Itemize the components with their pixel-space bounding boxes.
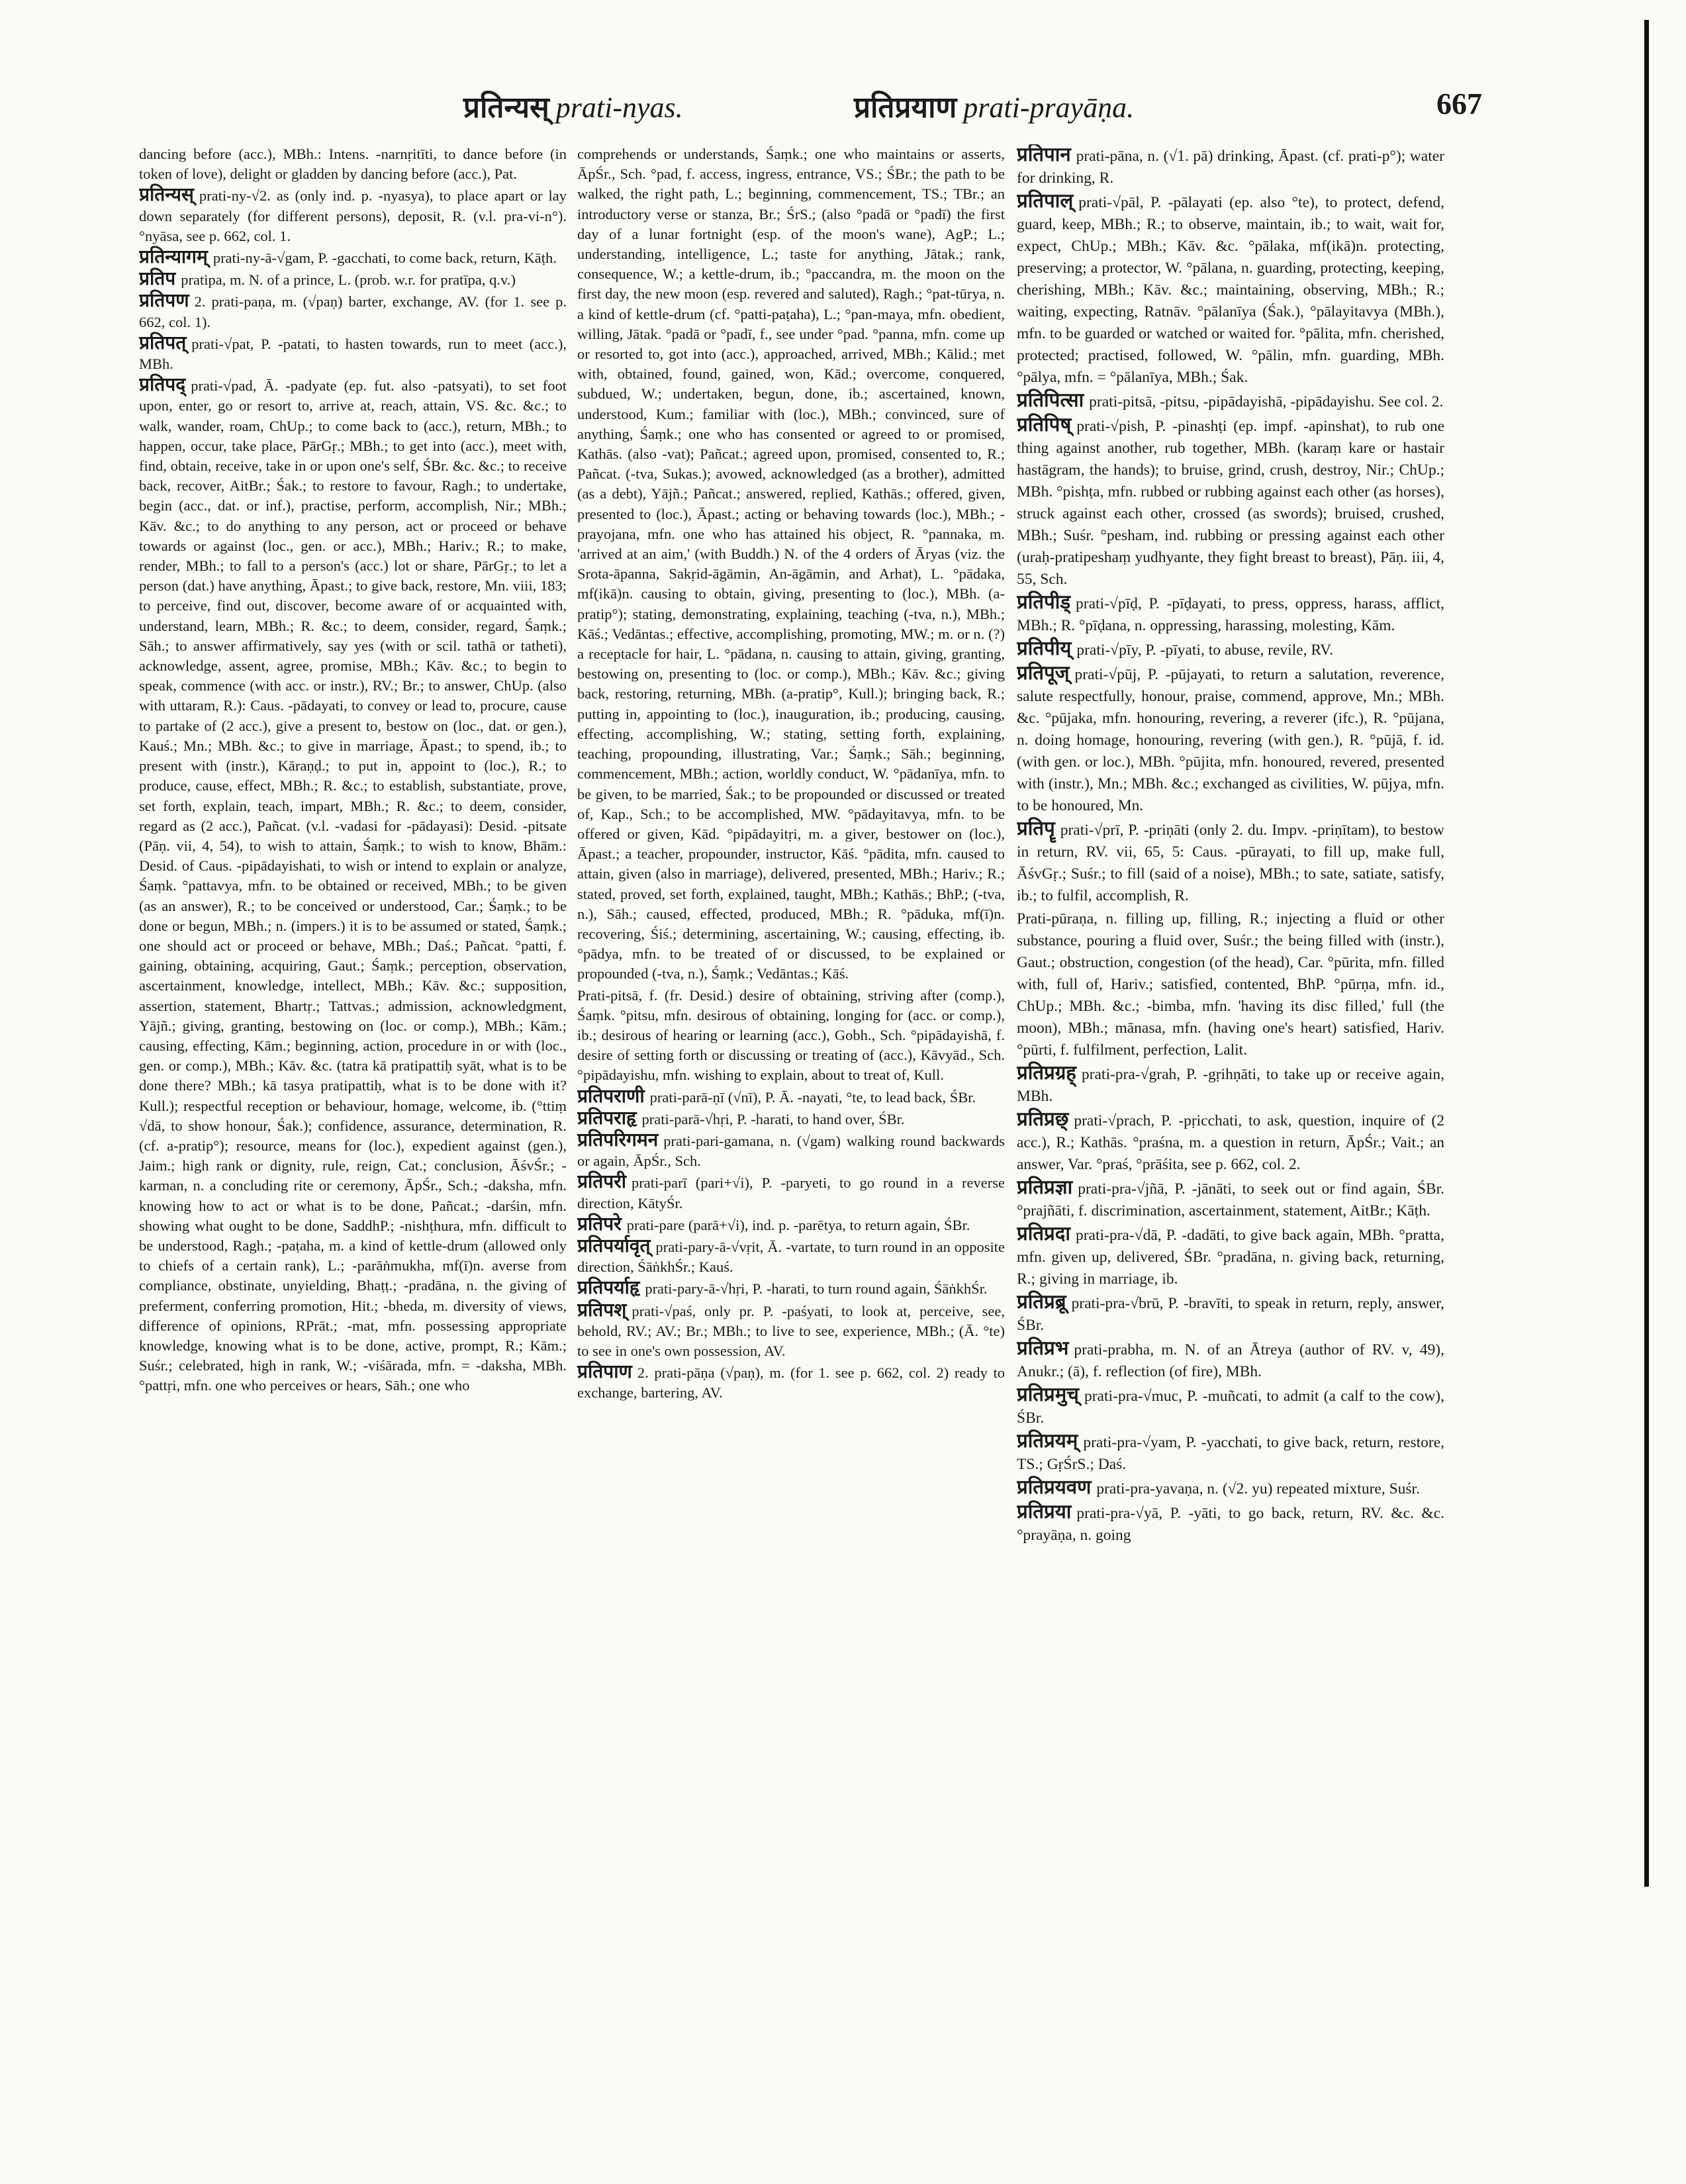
entry-text: prati-pra-√jñā, P. -jānāti, to seek out or find again, ŚBr. °prajñāti, f. discrimination, ascertainment, statement, AitBr.; Kāṭh.	[1017, 1180, 1444, 1219]
dictionary-entry	[1017, 638, 1444, 661]
entry-text: prati-pari-gamana, n. (√gam) walking round backwards or again, ĀpŚr., Sch.	[577, 1132, 1005, 1170]
entry-headword: प्रतिपॄ	[1017, 818, 1055, 839]
entry-headword: प्रतिप्रब्रू	[1017, 1292, 1066, 1313]
entry-text: prati-√pish, P. -pinashṭi (ep. impf. -apinshat), to rub one thing against another, rub together, MBh. (karaṃ kare or hastair hastāgram, the hands); to bruise, grind, crush, destroy, Nir.; ChUp.; MBh. °pishṭa, mfn. rubbed or rubbing against each other (as horses), struck against each other, crossed (as swords); bruised, crushed, MBh.; Suśr. °pesham, ind. rubbing or pressing against each other (uraḥ-pratipeshaṃ yudhyante, they fight breast to breast), Pāṇ. iii, 4, 55, Sch.	[1017, 418, 1444, 588]
entry-text: prati-pary-ā-√hṛi, P. -harati, to turn round again, ŚāṅkhŚr.	[645, 1280, 988, 1298]
dictionary-entry	[1017, 592, 1444, 637]
entry-text: prati-√paś, only pr. P. -paśyati, to look at, perceive, see, behold, RV.; AV.; Br.; MBh.; to live to see, experience, MBh.; (Ā. °te) to see in one's own possession, AV.	[577, 1302, 1005, 1359]
entry-text: prati-ny-√2. as (only ind. p. -nyasya), to place apart or lay down separately (for different persons), deposit, R. (v.l. pra-vi-n°). °nyāsa, see p. 662, col. 1.	[139, 187, 567, 244]
entry-headword: प्रतिन्यस्	[139, 185, 194, 206]
entry-headword: प्रतिपाल्	[1017, 191, 1074, 212]
entry-text: 2. prati-paṇa, m. (√paṇ) barter, exchange, AV. (for 1. see p. 662, col. 1).	[139, 293, 567, 330]
entry-headword: प्रतिपीय्	[1017, 638, 1072, 659]
entry-headword: प्रतिप्रग्रह्	[1017, 1063, 1076, 1084]
entry-headword: प्रतिपरिगमन	[577, 1129, 659, 1151]
entry-text: prati-√pad, Ā. -padyate (ep. fut. also -patsyati), to set foot upon, enter, go or resort to, arrive at, reach, attain, VS. &c. &c.; to walk, wander, roam, ChUp.; to come back to (acc.), return, MBh.; to happen, occur, take place, PārGṛ.; MBh.; to get into (acc.), meet with, find, obtain, receive, take in or upon one's self, ŚBr. &c. &c.; to receive back, recover, AitBr.; Śak.; to restore to favour, Ragh.; to undertake, begin (acc., dat. or inf.), practise, perform, accomplish, Nir.; MBh.; Kāv. &c.; to do anything to any person, act or proceed or behave towards or against (loc., gen. or acc.), MBh.; Hariv.; R.; to make, render, MBh.; to fall to a person's (acc.) lot or share, PārGṛ.; to let a person (dat.) have anything, Āpast.; to give back, restore, Mn. viii, 183; to perceive, find out, discover, become aware of or acquainted with, understand, learn, MBh.; R. &c.; to deem, consider, regard, Śaṃk.; Sāh.; to answer affirmatively, say yes (with or scil. tathā or tatheti), acknowledge, assent, agree, promise, MBh.; Kāv. &c.; to begin to speak, commence (with acc. or instr.), RV.; Br.; to answer, ChUp. (also with uttaram, R.): Caus. -pādayati, to convey or lead to, procure, cause to partake of (2 acc.), give a present to, bestow on (loc., dat. or gen.), Kauś.; Mn.; MBh. &c.; to give in marriage, Āpast.; to spend, ib.; to present with (instr.), Kāraṇḍ.; to put in, appoint to (loc.), R.; to produce, cause, effect, MBh.; R. &c.; to establish, substantiate, prove, set forth, explain, teach, impart, MBh.; R. &c.; to deem, consider, regard as (2 acc.), Pañcat. (v.l. -vadasi for -pādayasi): Desid. -pitsate (Pāṇ. vii, 4, 54), to wish to attain, Śaṃk.; to wish to know, Bhām.: Desid. of Caus. -pipādayishati, to wish or intend to explain or analyze, Śaṃk. °pattavya, mfn. to be obtained or received, MBh.; to be given (as an answer), R.; to be conceived or understood, Car.; Śaṃk.; to be done or begun, MBh.; n. (impers.) it is to be assumed or stated, Śaṃk.; one should act or proceed or behave, MBh.; Daś.; Pañcat. °patti, f. gaining, obtaining, acquiring, Gaut.; Śaṃk.; perception, observation, ascertainment, knowledge, intellect, MBh.; Kāv. &c.; supposition, assertion, statement, Bhartṛ.; Tattvas.; admission, acknowledgment, Yājñ.; giving, granting, bestowing on (loc. or comp.), MBh.; Kām.; causing, effecting, Kām.; beginning, action, procedure in or with (loc., gen. or comp.), MBh.; Kāv. &c. (tatra kā pratipattiḥ syāt, what is to be done there? MBh.; kā tasya pratipattiḥ, what is to be done with it? Kull.); respectful reception or behaviour, homage, welcome, ib. (°ttiṃ √dā, to show honour, Śak.); confidence, assurance, determination, R. (cf. a-pratip°); resource, means for (loc.), expedient against (gen.), Jaim.; high rank or dignity, rule, reign, Cat.; conclusion, ĀśvŚr.; -karman, n. a concluding rite or ceremony, ĀpŚr., Sch.; -daksha, mfn. knowing how to act or what is to be done, Pañcat.; -darśin, mfn. showing what ought to be done, SaddhP.; -nishṭhura, mfn. difficult to be understood, Ragh.; -paṭaha, m. a kind of kettle-drum (allowed only to chiefs of a certain rank), L.; -parāṅmukha, mf(ī)n. averse from compliance, obstinate, unyielding, Bhaṭṭ.; -pradāna, n. the giving of preferment, conferring promotion, Hit.; -bheda, m. diversity of views, difference of opinions, RPrāt.; -mat, mfn. possessing appropriate knowledge, knowing what is to be done, active, prompt, R.; Kām.; Suśr.; celebrated, high in rank, W.; -viśārada, mfn. = -daksha, MBh. °pattṛi, mfn. one who perceives or hears, Sāh.; one who	[139, 377, 567, 1394]
entry-headword: प्रतिपीड्	[1017, 592, 1071, 613]
entry-headword: प्रतिपद्	[139, 375, 186, 396]
entry-text: comprehends or understands, Śaṃk.; one who maintains or asserts, ĀpŚr., Sch. °pad, f. access, ingress, entrance, VS.; ŚBr.; the path to be walked, the right path, L.; beginning, commencement, TS.; TBr.; an introductory verse or stanza, Br.; ŚrS.; (also °padā or °padī) the first day of a lunar fortnight (esp. of the moon's wane), AgP.; L.; understanding, intelligence, L.; taste for anything, Jātak.; rank, consequence, W.; a kettle-drum, ib.; °paccandra, m. the moon on the first day, the new moon (esp. revered and saluted), Ragh.; °pat-tūrya, n. a kind of kettle-drum (cf. °patti-paṭaha), L.; °pan-maya, mfn. obedient, willing, Jātak. °padā or °padī, f., see under °pad. °panna, mfn. come up or resorted to, got into (acc.), approached, arrived, MBh.; Kālid.; met with, obtained, found, gained, won, Kād.; overcome, conquered, subdued, W.; undertaken, begun, done, ib.; ascertained, known, understood, Kum.; familiar with (loc.), MBh.; convinced, sure of anything, Śaṃk.; one who has consented or agreed to or promised, Kathās. (also -vat); Pañcat.; agreed upon, promised, consented to, R.; Pañcat. (-tva, Sukas.); avowed, acknowledged (as a brother), admitted (as a debt), Yājñ.; Pañcat.; answered, replied, Kathās.; offered, given, presented to (loc.), Āpast.; acting or behaving towards (loc.), MBh.; -prayojana, mfn. one who has attained his object, R. °pannaka, m. 'arrived at an aim,' (with Buddh.) N. of the 4 orders of Āryas (viz. the Srota-āpanna, Sakṛid-āgāmin, An-āgāmin, and Arhat), L. °pādaka, mf(ikā)n. causing to obtain, giving, presenting to (loc.), MBh. (a-pratip°); stating, demonstrating, explaining, teaching (-tva, n.), MBh.; Kāś.; Vedāntas.; effective, accomplishing, promoting, MW.; m. or n. (?) a receptacle for hair, L. °pādana, n. causing to attain, giving, granting, bestowing on, presenting to (loc. or comp.), MBh.; Kāv. &c.; giving back, restoring, returning, MBh. (a-pratip°, Kull.); bringing back, R.; putting in, appointing to (loc.), inauguration, ib.; producing, causing, effecting, accomplishing, W.; stating, setting forth, explaining, teaching, propounding, illustrating, Var.; Śaṃk.; Sāh.; beginning, commencement, MBh.; action, worldly conduct, W. °pādanīya, mfn. to be given, to be married, Śak.; to be propounded or discussed or treated of, Kap., Sch.; to be accomplished, MW. °pādayitavya, mfn. to be offered or given, Kād. °pipādayitṛi, m. a giver, bestower on (loc.), Āpast.; a teacher, propounder, instructor, Kāś. °pādita, mfn. caused to attain, given (also in marriage), delivered, presented, MBh.; Hariv.; R.; stated, proved, set forth, explained, taught, MBh.; Kathās.; BhP.; (-tva, n.), Sāh.; caused, effected, produced, MBh.; R. °pāduka, mf(ī)n. recovering, Śiś.; determining, ascertaining, W.; causing, effecting, ib. °pādya, mfn. to be treated of or discussed, to be explained or propounded (-tva, n.), Śaṃk.; Vedāntas.; Kāś.	[577, 146, 1005, 982]
entry-headword: प्रतिपित्सा	[1017, 390, 1084, 411]
entry-headword: प्रतिपराहृ	[577, 1108, 637, 1129]
header-left-devanagari: प्रतिन्यस्	[463, 91, 549, 124]
entry-headword: प्रतिपश्	[577, 1300, 627, 1321]
dictionary-entry	[1017, 1431, 1444, 1476]
entry-text: prati-pra-√dā, P. -dadāti, to give back again, MBh. °pratta, mfn. given up, delivered, ŚBr. °pradāna, n. giving back, returning, R.; giving in marriage, ib.	[1017, 1227, 1444, 1288]
entry-headword: प्रतिप्रदा	[1017, 1223, 1070, 1245]
dictionary-entry	[577, 1301, 1005, 1362]
page-header	[139, 86, 1595, 139]
entry-headword: प्रतिपूज्	[1017, 663, 1070, 684]
entry-text: Prati-pitsā, f. (fr. Desid.) desire of obtaining, striving after (comp.), Śaṃk. °pitsu, mfn. desirous of obtaining, longing for (acc. or comp.), ib.; desirous of hearing or learning (acc.), Gobh., Sch. °pipādayishā, f. desire of setting forth or discussing or treating of (acc.), Kāvyād., Sch. °pipādayishu, mfn. wishing to explain, about to treat of, Kull.	[577, 986, 1005, 1084]
dictionary-entry	[1017, 818, 1444, 907]
entry-text: prati-√pīy, P. -pīyati, to abuse, revile, RV.	[1076, 641, 1333, 659]
entry-headword: प्रतिप	[139, 269, 176, 290]
entry-text: prati-√pat, P. -patati, to hasten towards, run to meet (acc.), MBh.	[139, 335, 567, 373]
entry-text: Prati-pūraṇa, n. filling up, filling, R.; injecting a fluid or other substance, pouring a fluid over, Suśr.; the being filled with (instr.), Gaut.; obstruction, congestion (of the head), Car. °pūrita, mfn. filled with, full of, Hariv.; satisfied, contented, BhP. °pūrṇa, mfn. id., ChUp.; MBh. &c.; -bimba, mfn. 'having its disc filled,' full (the moon), MBh.; mānasa, mfn. (having one's heart) satisfied, Hariv. °pūrti, f. fulfilment, perfection, Lalit.	[1017, 910, 1444, 1059]
header-left-transliteration: prati-nyas.	[555, 91, 683, 124]
entry-text: pratipa, m. N. of a prince, L. (prob. w.r. for pratīpa, q.v.)	[181, 271, 516, 289]
dictionary-entry	[1017, 414, 1444, 591]
entry-text: prati-√prī, P. -priṇāti (only 2. du. Impv. -priṇītam), to bestow in return, RV. vii, 65, 5: Caus. -pūrayati, to fill up, make full, ĀśvGṛ.; Suśr.; to fill (said of a noise), MBh.; to sate, satiate, satisfy, ib.; to fulfil, accomplish, R.	[1017, 822, 1444, 904]
dictionary-entry	[139, 248, 567, 268]
entry-text: prati-pra-√brū, P. -bravīti, to speak in return, reply, answer, ŚBr.	[1017, 1295, 1444, 1334]
dictionary-entry	[1017, 663, 1444, 817]
entry-headword: प्रतिपर्यावृत्	[577, 1235, 651, 1257]
entry-text: prati-parā-√hṛi, P. -harati, to hand over, ŚBr.	[641, 1110, 905, 1127]
entry-headword: प्रतिप्रज्ञा	[1017, 1177, 1073, 1198]
header-right-headword	[854, 86, 1134, 126]
dictionary-entry	[577, 986, 1005, 1086]
entry-headword: प्रतिपरी	[577, 1172, 627, 1193]
dictionary-entry	[577, 1131, 1005, 1171]
entry-headword: प्रतिपरे	[577, 1213, 622, 1235]
entry-text: prati-pra-√muc, P. -muñcati, to admit (a calf to the cow), ŚBr.	[1017, 1388, 1444, 1427]
header-left-headword	[463, 86, 683, 126]
entry-text: prati-pāna, n. (√1. pā) drinking, Āpast. (cf. prati-p°); water for drinking, R.	[1017, 148, 1444, 187]
entry-headword: प्रतिप्रयवण	[1017, 1477, 1092, 1498]
dictionary-entry	[1017, 1223, 1444, 1290]
entry-text: prati-pitsā, -pitsu, -pipādayishā, -pipādayishu. See col. 2.	[1089, 393, 1444, 410]
entry-text: prati-pra-yavaṇa, n. (√2. yu) repeated mixture, Suśr.	[1096, 1480, 1420, 1497]
entry-text: dancing before (acc.), MBh.: Intens. -narnṛitīti, to dance before (in token of love), delight or gladden by dancing before (acc.), Pat.	[139, 146, 567, 183]
dictionary-entry	[1017, 908, 1444, 1061]
header-right-transliteration: prati-prayāṇa.	[963, 91, 1135, 124]
entry-text: prati-√pūj, P. -pūjayati, to return a salutation, reverence, salute respectfully, honour, praise, commend, approve, Mn.; MBh. &c. °pūjaka, mfn. honouring, revering, a reverer (ifc.), R. °pūjana, n. doing homage, honouring, revering (with gen.), R. °pūjā, f. id. (with gen. or loc.), MBh. °pūjita, mfn. honoured, revered, presented with (instr.), Mn.; MBh. &c.; exchanged as civilities, W. pūjya, mfn. to be honoured, Mn.	[1017, 666, 1444, 814]
dictionary-entry	[1017, 1063, 1444, 1108]
entry-text: prati-parā-ṇī (√nī), P. Ā. -nayati, °te, to lead back, ŚBr.	[649, 1088, 976, 1106]
entry-headword: प्रतिप्रमुच्	[1017, 1384, 1079, 1405]
entry-headword: प्रतिपराणी	[577, 1086, 645, 1107]
dictionary-entry	[577, 1215, 1005, 1235]
dictionary-entry	[139, 185, 567, 246]
page-number: 667	[1436, 87, 1482, 120]
entry-headword: प्रतिपाण	[577, 1362, 632, 1383]
dictionary-entry	[139, 375, 567, 1396]
entry-text: prati-pary-ā-√vṛit, Ā. -vartate, to turn round in an opposite direction, ŚāṅkhŚr.; Kauś.	[577, 1238, 1005, 1276]
entry-text: prati-parī (pari+√i), P. -paryeti, to go round in a reverse direction, KātyŚr.	[577, 1174, 1005, 1211]
dictionary-entry	[1017, 1292, 1444, 1337]
entry-headword: प्रतिपर्याहृ	[577, 1278, 640, 1299]
dictionary-entry	[139, 144, 567, 184]
dictionary-entry	[139, 269, 567, 290]
dictionary-entry	[577, 1237, 1005, 1277]
entry-text: 2. prati-pāṇa (√paṇ), m. (for 1. see p. 662, col. 2) ready to exchange, bartering, AV.	[577, 1364, 1005, 1401]
entry-headword: प्रतिप्रया	[1017, 1501, 1072, 1523]
dictionary-entry	[1017, 390, 1444, 413]
dictionary-entry	[577, 144, 1005, 984]
column-3	[1017, 144, 1444, 2084]
entry-headword: प्रतिप्रयम्	[1017, 1431, 1078, 1452]
entry-headword: प्रतिपिष्	[1017, 414, 1072, 436]
dictionary-entry	[1017, 1109, 1444, 1176]
dictionary-entry	[1017, 1384, 1444, 1429]
dictionary-entry	[577, 1362, 1005, 1403]
entry-text: prati-pare (parā+√i), ind. p. -parētya, to return again, ŚBr.	[626, 1216, 970, 1233]
dictionary-entry	[139, 334, 567, 374]
dictionary-entry	[577, 1278, 1005, 1299]
entry-headword: प्रतिन्यागम्	[139, 247, 208, 268]
dictionary-entry	[1017, 1501, 1444, 1546]
entry-text: prati-pra-√yā, P. -yāti, to go back, return, RV. &c. &c. °prayāṇa, n. going	[1017, 1505, 1444, 1544]
dictionary-entry	[139, 291, 567, 332]
dictionary-entry	[1017, 144, 1444, 189]
dictionary-entry	[1017, 191, 1444, 389]
entry-text: prati-pra-√grah, P. -gṛihṇāti, to take up or receive again, MBh.	[1017, 1066, 1444, 1105]
entry-headword: प्रतिपण	[139, 291, 189, 312]
dictionary-entry	[577, 1109, 1005, 1129]
dictionary-entry	[577, 1087, 1005, 1108]
header-right-devanagari: प्रतिप्रयाण	[854, 91, 957, 124]
dictionary-entry	[1017, 1338, 1444, 1383]
entry-text: prati-√prach, P. -pṛicchati, to ask, question, inquire of (2 acc.), R.; Kathās. °praśna, m. a question in return, ĀpŚr.; Vait.; an answer, Var. °praś, °prāśita, see p. 662, col. 2.	[1017, 1112, 1444, 1173]
column-2	[577, 144, 1005, 2084]
entry-text: prati-√pīḍ, P. -pīḍayati, to press, oppress, harass, afflict, MBh.; R. °pīḍana, n. oppressing, harassing, molesting, Kām.	[1017, 595, 1444, 634]
entry-text: prati-prabha, m. N. of an Ātreya (author of RV. v, 49), Anukr.; (ā), f. reflection (of fire), MBh.	[1017, 1341, 1444, 1380]
entry-headword: प्रतिपत्	[139, 332, 187, 354]
entry-text: prati-ny-ā-√gam, P. -gacchati, to come back, return, Kāṭh.	[212, 250, 557, 267]
page-edge-binding-line	[1644, 20, 1649, 1887]
entry-headword: प्रतिप्रभ	[1017, 1338, 1069, 1359]
dictionary-entry	[1017, 1177, 1444, 1222]
entry-text: prati-pra-√yam, P. -yacchati, to give back, return, restore, TS.; GṛŚrS.; Daś.	[1017, 1434, 1444, 1473]
entry-headword: प्रतिप्रछ्	[1017, 1109, 1069, 1130]
entry-headword: प्रतिपान	[1017, 144, 1071, 166]
entry-text: prati-√pāl, P. -pālayati (ep. also °te), to protect, defend, guard, keep, MBh.; R.; to observe, maintain, ib.; to wait, wait for, expect, ChUp.; MBh.; Kāv. &c. °pālaka, mf(ikā)n. protecting, preserving; a protector, W. °pālana, n. guarding, protecting, keeping, cherishing, MBh.; Kāv. &c.; maintaining, observing, MBh.; R.; waiting, expecting, Ratnāv. °pālanīya (Śak.), °pālayitavya (MBh.), mfn. to be guarded or watched or waited for. °pālita, mfn. cherished, protected; practised, followed, W. °pālin, mfn. guarding, MBh. °pālya, mfn. = °pālanīya, MBh.; Śak.	[1017, 194, 1444, 386]
dictionary-entry	[577, 1172, 1005, 1213]
column-1	[139, 144, 567, 2084]
dictionary-entry	[1017, 1477, 1444, 1500]
